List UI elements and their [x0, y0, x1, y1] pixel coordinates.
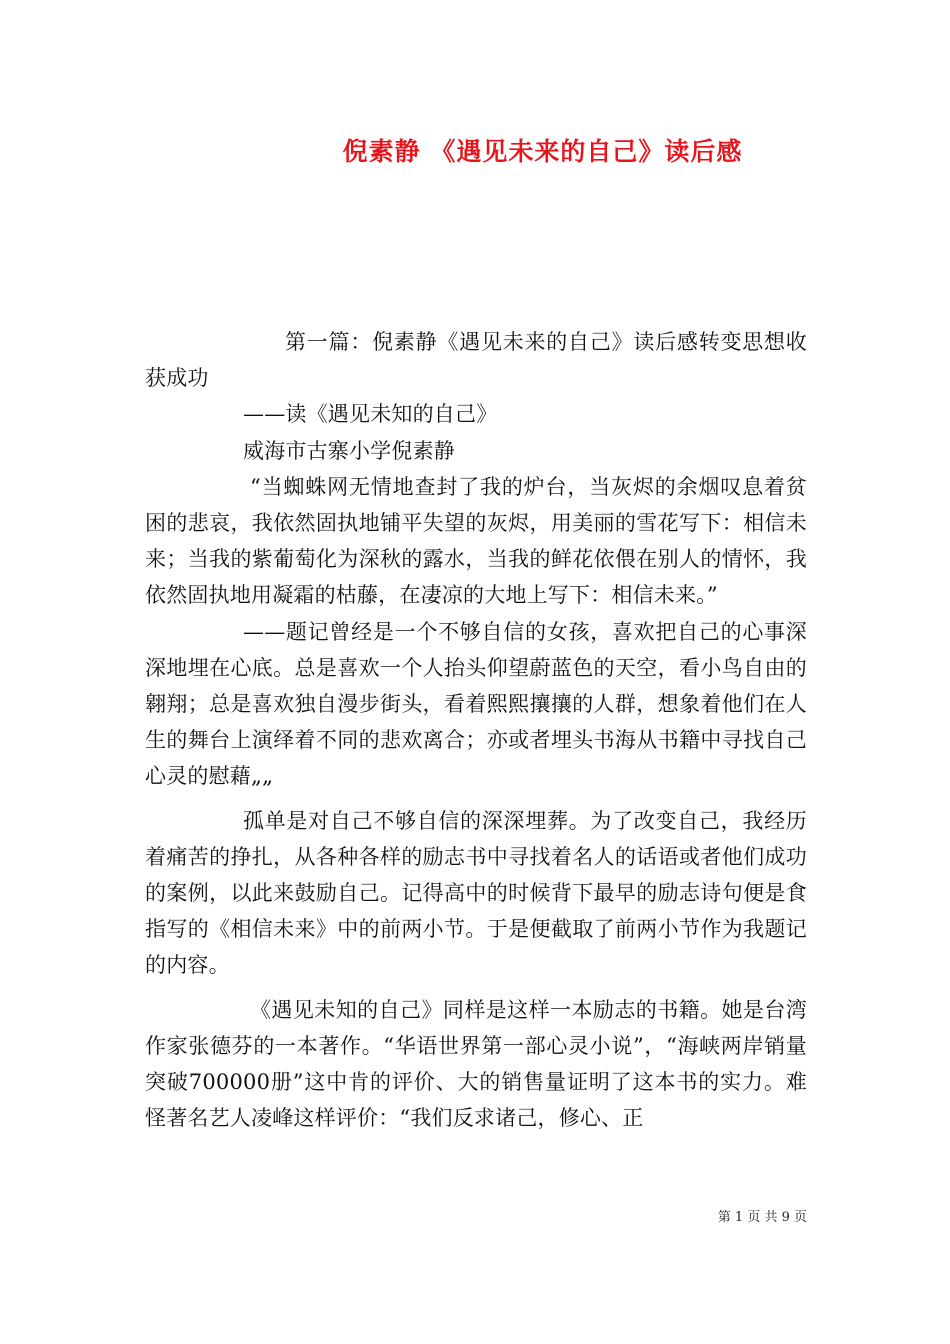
paragraph-author: 威海市古寨小学倪素静: [243, 438, 455, 463]
paragraph-subtitle: ——读《遇见未知的自己》: [243, 402, 498, 427]
paragraph-quote: “当蜘蛛网无情地查封了我的炉台，当灰烬的余烟叹息着贫困的悲哀，我依然固执地铺平失望的灰烬，用美丽的雪花写下：相信未来；当我的紫葡萄化为深秋的露水，当我的鲜花依偎在别人的情怀，我依然固执地用凝霜的枯藤，在凄凉的大地上写下：相信未来。”: [145, 474, 807, 608]
paragraph-body: 孤单是对自己不够自信的深深埋葬。为了改变自己，我经历着痛苦的挣扎，从各种各样的励志书中寻找着名人的话语或者他们成功的案例，以此来鼓励自己。记得高中的时候背下最早的励志诗句便是食指写的《相信未来》中的前两小节。于是便截取了前两小节作为我题记的内容。: [145, 808, 807, 978]
paragraph-body: 《遇见未知的自己》同样是这样一本励志的书籍。她是台湾作家张德芬的一本著作。“华语世界第一部心灵小说”，“海峡两岸销量突破700000册”这中肯的评价、大的销售量证明了这本书的实力。难怪著名艺人凌峰这样评价：“我们反求诸己，修心、正: [145, 997, 807, 1131]
page-number: 第 1 页 共 9 页: [717, 1210, 807, 1225]
document-body: [145, 324, 807, 1136]
document-title: 倪素静 《遇见未来的自己》读后感: [342, 137, 743, 166]
paragraph-epigraph: ——题记曾经是一个不够自信的女孩，喜欢把自己的心事深深地埋在心底。总是喜欢一个人抬头仰望蔚蓝色的天空，看小鸟自由的翱翔；总是喜欢独自漫步街头，看着熙熙攘攘的人群，想象着他们在人生的舞台上演绎着不同的悲欢离合；亦或者埋头书海从书籍中寻找自己心灵的慰藉„„: [145, 619, 807, 789]
paragraph-chapter-heading: 第一篇：倪素静《遇见未来的自己》读后感转变思想收获成功: [145, 330, 807, 391]
